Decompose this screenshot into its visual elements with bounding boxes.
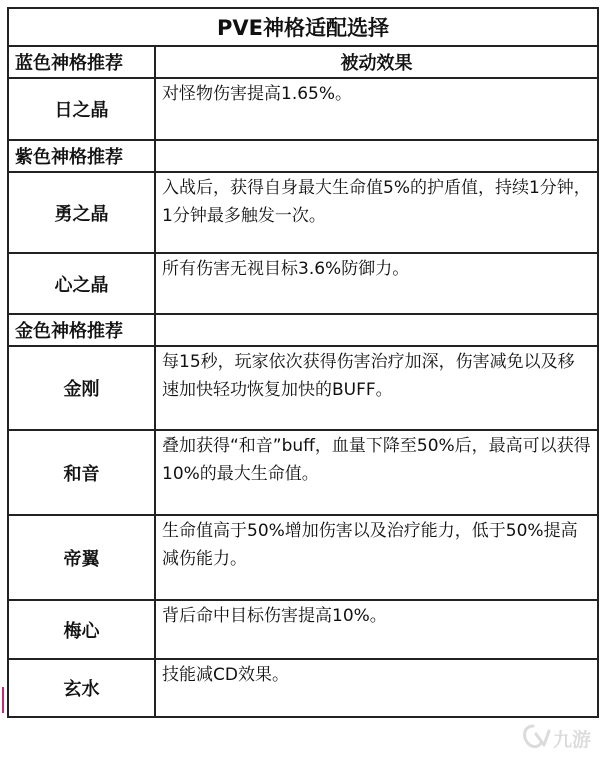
section-label-blue: 蓝色神格推荐	[8, 46, 155, 78]
column-header-effect: 被动效果	[155, 46, 598, 78]
gem-effect-xuan-shui: 技能减CD效果。	[155, 659, 598, 717]
section-spacer-purple	[155, 140, 598, 172]
gem-name-mei-xin: 梅心	[8, 600, 155, 659]
jiuyou-logo-icon	[519, 721, 599, 755]
gem-effect-xin-zhi-jing: 所有伤害无视目标3.6%防御力。	[155, 253, 598, 314]
gem-name-yong-zhi-jing: 勇之晶	[8, 172, 155, 253]
gem-effect-he-yin: 叠加获得“和音”buff，血量下降至50%后，最高可以获得10%的最大生命值。	[155, 430, 598, 515]
gem-effect-jin-gang: 每15秒，玩家依次获得伤害治疗加深，伤害减免以及移速加快轻功恢复加快的BUFF。	[155, 346, 598, 430]
edge-mark	[2, 687, 4, 713]
gem-name-xuan-shui: 玄水	[8, 659, 155, 717]
gem-effect-ri-zhi-jing: 对怪物伤害提高1.65%。	[155, 78, 598, 140]
gem-effect-di-yi: 生命值高于50%增加伤害以及治疗能力，低于50%提高减伤能力。	[155, 515, 598, 600]
section-spacer-gold	[155, 314, 598, 346]
gem-effect-mei-xin: 背后命中目标伤害提高10%。	[155, 600, 598, 659]
gem-effect-yong-zhi-jing: 入战后，获得自身最大生命值5%的护盾值，持续1分钟，1分钟最多触发一次。	[155, 172, 598, 253]
gem-name-xin-zhi-jing: 心之晶	[8, 253, 155, 314]
gem-name-di-yi: 帝翼	[8, 515, 155, 600]
gem-name-jin-gang: 金刚	[8, 346, 155, 430]
section-label-gold: 金色神格推荐	[8, 314, 155, 346]
section-label-purple: 紫色神格推荐	[8, 140, 155, 172]
gem-name-ri-zhi-jing: 日之晶	[8, 78, 155, 140]
table-title: PVE神格适配选择	[8, 8, 598, 46]
gem-name-he-yin: 和音	[8, 430, 155, 515]
pve-godhood-table	[7, 7, 599, 718]
watermark-text: 九游	[553, 729, 592, 751]
